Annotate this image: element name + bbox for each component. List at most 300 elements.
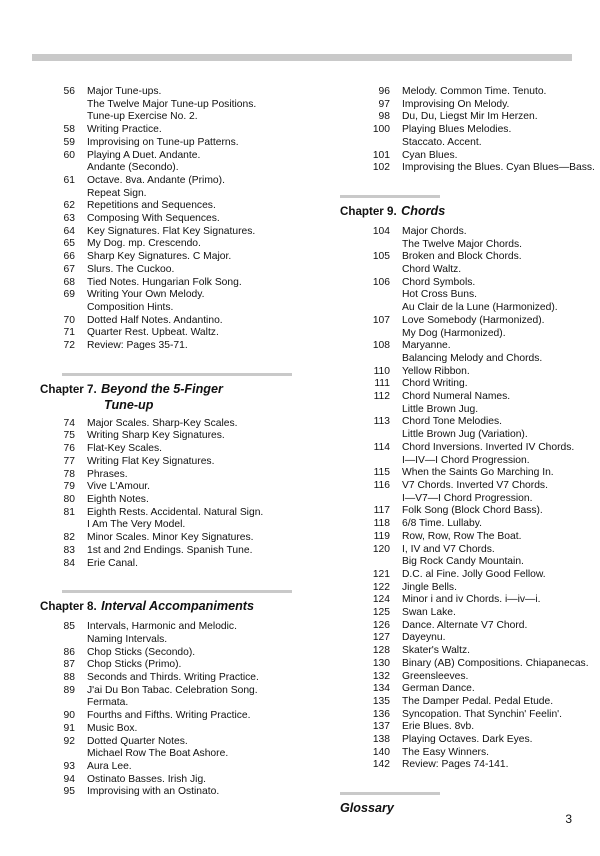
toc-entry-text: Writing Sharp Key Signatures. <box>87 430 225 442</box>
toc-page-number <box>340 137 402 150</box>
toc-entry <box>40 277 310 290</box>
toc-entry-text: Fourths and Fifths. Writing Practice. <box>87 710 251 722</box>
toc-entry-text: Vive L'Amour. <box>87 481 151 493</box>
toc-entry <box>40 545 310 558</box>
chapter-label: Chapter 7. <box>40 382 97 396</box>
toc-entry-text: Chord Inversions. Inverted IV Chords. <box>402 441 575 453</box>
toc-entry <box>340 162 595 175</box>
toc-entry <box>40 264 310 277</box>
toc-page-number: 58 <box>63 124 75 136</box>
toc-entry-text: Sharp Key Signatures. C Major. <box>87 251 232 263</box>
toc-page-number <box>340 455 402 468</box>
toc-entry-text: Maryanne. <box>402 340 451 352</box>
toc-entry-text: Cyan Blues. <box>402 149 458 161</box>
toc-entry-text: Intervals, Harmonic and Melodic. <box>87 621 237 633</box>
toc-page-number: 67 <box>63 263 75 275</box>
toc-page-number: 97 <box>378 98 390 110</box>
toc-entry-text: Tune-up Exercise No. 2. <box>87 111 198 123</box>
toc-entry-text: D.C. al Fine. Jolly Good Fellow. <box>402 568 546 580</box>
toc-entry-text: Chord Waltz. <box>402 264 462 276</box>
toc-entry-text: Slurs. The Cuckoo. <box>87 263 175 275</box>
chapter-title: Beyond the 5-Finger <box>101 381 223 396</box>
glossary-title: Glossary <box>340 801 394 816</box>
toc-entry-text: Writing Your Own Melody. <box>87 289 205 301</box>
toc-entry-text: Seconds and Thirds. Writing Practice. <box>87 672 259 684</box>
chapter-rule <box>62 373 292 376</box>
toc-entry <box>40 302 310 315</box>
toc-entry <box>40 481 310 494</box>
toc-entry-text: Improvising the Blues. Cyan Blues—Bass. <box>402 162 595 174</box>
toc-page-number: 107 <box>372 314 390 326</box>
toc-entry-text: Improvising with an Ostinato. <box>87 786 220 798</box>
toc-entry <box>40 226 310 239</box>
toc-page-number: 134 <box>372 683 390 695</box>
toc-entry-text: Yellow Ribbon. <box>402 365 470 377</box>
toc-entry <box>40 697 310 710</box>
toc-page-number: 100 <box>372 124 390 136</box>
toc-entry-text: Staccato. Accent. <box>402 136 482 148</box>
toc-entry-text: Melody. Common Time. Tenuto. <box>402 86 547 97</box>
toc-entry <box>340 111 590 124</box>
toc-entry-text: Dayeynu. <box>402 632 446 644</box>
page-number: 3 <box>565 812 572 826</box>
toc-page-number: 142 <box>372 759 390 771</box>
toc-page-number: 130 <box>372 657 390 669</box>
toc-entry <box>40 99 310 112</box>
toc-page-number: 124 <box>372 594 390 606</box>
toc-entry-text: Tied Notes. Hungarian Folk Song. <box>87 276 242 288</box>
toc-page-number: 86 <box>63 646 75 658</box>
toc-page-number: 60 <box>63 149 75 161</box>
toc-entry <box>340 302 590 315</box>
toc-entry <box>340 99 590 112</box>
toc-entry-text: Music Box. <box>87 722 138 734</box>
toc-page-number: 120 <box>372 543 390 555</box>
toc-entry <box>40 532 310 545</box>
toc-entry-text: Review: Pages 35-71. <box>87 340 188 352</box>
toc-page-number <box>340 289 402 302</box>
toc-entry <box>40 124 310 137</box>
toc-entry <box>340 747 590 760</box>
toc-entry-text: Chord Writing. <box>402 378 468 390</box>
toc-entry <box>340 544 590 557</box>
toc-entry-text: Chord Tone Melodies. <box>402 416 502 428</box>
toc-page-number: 79 <box>63 481 75 493</box>
toc-entry <box>340 569 590 582</box>
chapter-label: Chapter 9. <box>340 204 397 218</box>
toc-page-number <box>40 188 87 201</box>
toc-entry-text: Major Scales. Sharp-Key Scales. <box>87 417 238 429</box>
toc-entry <box>340 480 590 493</box>
chapter-heading <box>40 590 310 615</box>
toc-page-number: 132 <box>372 670 390 682</box>
toc-entry-text: My Dog (Harmonized). <box>402 327 506 339</box>
toc-page-number: 111 <box>374 378 390 390</box>
chapter-heading <box>340 195 590 220</box>
glossary-heading <box>340 792 590 817</box>
toc-entry-text: Swan Lake. <box>402 607 456 619</box>
toc-page-number: 69 <box>63 289 75 301</box>
toc-entry-text: J'ai Du Bon Tabac. Celebration Song. <box>87 684 258 696</box>
toc-entry <box>340 505 590 518</box>
toc-page-number: 93 <box>63 760 75 772</box>
toc-page-number: 136 <box>372 708 390 720</box>
toc-entry <box>40 519 310 532</box>
toc-entry-text: My Dog. mp. Crescendo. <box>87 238 201 250</box>
toc-page-number: 98 <box>378 111 390 123</box>
toc-page-number: 108 <box>372 340 390 352</box>
toc-entry-text: When the Saints Go Marching In. <box>402 467 554 479</box>
toc-entry <box>340 632 590 645</box>
toc-entry-text: Playing Blues Melodies. <box>402 124 512 136</box>
toc-entry-text: Greensleeves. <box>402 670 469 682</box>
toc-page-number: 104 <box>372 225 390 237</box>
toc-entry-text: Eighth Rests. Accidental. Natural Sign. <box>87 506 264 518</box>
toc-entry <box>40 456 310 469</box>
toc-entry-text: Key Signatures. Flat Key Signatures. <box>87 225 256 237</box>
toc-entry-text: German Dance. <box>402 683 475 695</box>
toc-page-number: 96 <box>378 86 390 97</box>
toc-entry-text: Chop Sticks (Secondo). <box>87 646 196 658</box>
toc-entry <box>40 748 310 761</box>
toc-entry-text: Repeat Sign. <box>87 187 147 199</box>
toc-page-number <box>340 556 402 569</box>
toc-page-number: 74 <box>63 417 75 429</box>
toc-page-number: 70 <box>63 314 75 326</box>
toc-entry-text: Little Brown Jug (Variation). <box>402 429 528 441</box>
toc-page-number <box>340 328 402 341</box>
toc-page-number: 80 <box>63 493 75 505</box>
toc-entry-text: Row, Row, Row The Boat. <box>402 530 522 542</box>
toc-entry <box>340 734 590 747</box>
toc-page-number: 88 <box>63 672 75 684</box>
toc-page-number: 91 <box>63 722 75 734</box>
toc-right-column <box>340 86 595 823</box>
toc-entry <box>40 162 310 175</box>
toc-entry-text: I—IV—I Chord Progression. <box>402 454 530 466</box>
toc-page-number: 76 <box>63 443 75 455</box>
toc-entry-text: Du, Du, Liegst Mir Im Herzen. <box>402 111 538 123</box>
toc-page-number: 140 <box>372 746 390 758</box>
toc-entry-text: Ostinato Basses. Irish Jig. <box>87 773 207 785</box>
toc-entry <box>340 353 590 366</box>
toc-entry <box>340 137 590 150</box>
toc-entry-text: Chord Symbols. <box>402 276 476 288</box>
toc-page-number <box>340 493 402 506</box>
toc-entry <box>40 251 310 264</box>
toc-page-number: 68 <box>63 276 75 288</box>
toc-entry <box>40 621 310 634</box>
toc-page-number: 83 <box>63 544 75 556</box>
toc-entry <box>40 327 310 340</box>
toc-page-number: 128 <box>372 645 390 657</box>
toc-entry-text: 1st and 2nd Endings. Spanish Tune. <box>87 544 253 556</box>
toc-entry <box>40 736 310 749</box>
toc-entry <box>40 111 310 124</box>
chapter-title: Chords <box>401 203 446 218</box>
toc-page-number: 65 <box>63 238 75 250</box>
toc-entry-text: 6/8 Time. Lullaby. <box>402 518 482 530</box>
toc-entry <box>40 507 310 520</box>
toc-entry-text: Major Chords. <box>402 225 467 237</box>
toc-entry <box>340 391 590 404</box>
toc-entry <box>40 418 310 431</box>
toc-page-number <box>340 429 402 442</box>
chapter-rule <box>340 792 440 795</box>
toc-page-number: 119 <box>373 530 390 542</box>
toc-entry <box>40 430 310 443</box>
toc-entry <box>340 556 590 569</box>
toc-entry <box>40 710 310 723</box>
toc-entry <box>40 647 310 660</box>
toc-entry <box>340 683 590 696</box>
toc-page-number: 121 <box>372 568 390 580</box>
toc-page-number: 101 <box>372 149 390 161</box>
toc-entry <box>340 124 590 137</box>
toc-entry <box>340 696 590 709</box>
toc-entry <box>340 518 590 531</box>
toc-entry-text: Flat-Key Scales. <box>87 443 162 455</box>
toc-entry-text: Aura Lee. <box>87 760 132 772</box>
toc-entry-text: Fermata. <box>87 697 129 709</box>
toc-entry-text: Little Brown Jug. <box>402 403 479 415</box>
toc-page-number <box>40 111 87 124</box>
chapter-title-line2: Tune-up <box>104 397 154 412</box>
toc-entry-text: Erie Canal. <box>87 557 138 569</box>
toc-entry-text: Skater's Waltz. <box>402 645 470 657</box>
toc-page-number: 127 <box>372 632 390 644</box>
toc-entry <box>340 251 590 264</box>
toc-page-number: 64 <box>63 225 75 237</box>
toc-left-column <box>40 86 310 799</box>
toc-entry <box>340 442 590 455</box>
toc-page-number <box>40 697 87 710</box>
toc-entry <box>340 620 590 633</box>
toc-page-number: 138 <box>372 734 390 746</box>
toc-entry-text: Dotted Half Notes. Andantino. <box>87 314 223 326</box>
toc-entry <box>340 150 590 163</box>
toc-entry-text: Eighth Notes. <box>87 493 149 505</box>
chapter-rule <box>62 590 292 593</box>
toc-page-number: 112 <box>373 391 390 403</box>
toc-page-number <box>340 239 402 252</box>
toc-entry <box>40 469 310 482</box>
toc-entry <box>340 226 590 239</box>
toc-entry <box>40 315 310 328</box>
toc-entry <box>40 786 310 799</box>
toc-page-number: 81 <box>63 506 75 518</box>
toc-page-number: 116 <box>373 479 390 491</box>
toc-page-number: 72 <box>63 340 75 352</box>
toc-page-number <box>40 748 87 761</box>
toc-entry-text: Chord Numeral Names. <box>402 391 511 403</box>
toc-entry <box>40 200 310 213</box>
toc-page-number: 89 <box>63 684 75 696</box>
toc-entry <box>40 150 310 163</box>
toc-entry-text: Big Rock Candy Mountain. <box>402 556 524 568</box>
toc-entry-text: V7 Chords. Inverted V7 Chords. <box>402 479 548 491</box>
toc-page-number: 94 <box>63 773 75 785</box>
toc-entry <box>340 531 590 544</box>
toc-page-number <box>40 634 87 647</box>
toc-entry <box>340 721 590 734</box>
toc-page-number: 102 <box>372 162 390 174</box>
toc-entry <box>340 455 590 468</box>
toc-entry-text: Quarter Rest. Upbeat. Waltz. <box>87 327 219 339</box>
toc-entry <box>40 443 310 456</box>
toc-page-number: 87 <box>63 659 75 671</box>
toc-entry-text: The Twelve Major Chords. <box>402 238 522 250</box>
toc-entry <box>340 493 590 506</box>
toc-entry <box>40 238 310 251</box>
toc-entry <box>340 607 590 620</box>
toc-entry-text: Phrases. <box>87 468 128 480</box>
toc-entry <box>40 289 310 302</box>
toc-page-number: 126 <box>372 619 390 631</box>
toc-page-number: 82 <box>63 532 75 544</box>
toc-page-number: 56 <box>63 86 75 97</box>
toc-entry <box>340 467 590 480</box>
toc-entry-text: I Am The Very Model. <box>87 519 186 531</box>
toc-entry <box>340 378 590 391</box>
toc-entry <box>340 277 590 290</box>
toc-entry <box>340 429 590 442</box>
toc-page-number <box>340 404 402 417</box>
toc-page-number: 113 <box>373 416 390 428</box>
toc-page-number <box>40 519 87 532</box>
toc-page-number <box>340 353 402 366</box>
toc-entry-text: Love Somebody (Harmonized). <box>402 314 545 326</box>
toc-page-number: 66 <box>63 251 75 263</box>
toc-entry <box>340 328 590 341</box>
toc-entry-text: Writing Practice. <box>87 124 162 136</box>
toc-entry-text: Minor i and iv Chords. i—iv—i. <box>402 594 541 606</box>
toc-entry-text: Repetitions and Sequences. <box>87 200 216 212</box>
toc-entry-text: Major Tune-ups. <box>87 86 162 97</box>
toc-page-number: 137 <box>372 721 390 733</box>
toc-page-number: 125 <box>372 607 390 619</box>
toc-page-number <box>340 302 402 315</box>
toc-page-number: 117 <box>373 505 390 517</box>
toc-page-number: 90 <box>63 710 75 722</box>
toc-page-number: 75 <box>63 430 75 442</box>
toc-entry-text: Playing Octaves. Dark Eyes. <box>402 734 533 746</box>
toc-page-number: 114 <box>373 441 390 453</box>
toc-page-number: 110 <box>373 365 390 377</box>
toc-page-number <box>40 99 87 112</box>
toc-entry-text: Improvising On Melody. <box>402 98 510 110</box>
toc-entry-text: Writing Flat Key Signatures. <box>87 455 215 467</box>
toc-page-number <box>40 162 87 175</box>
toc-page-number: 106 <box>372 276 390 288</box>
toc-entry <box>40 558 310 571</box>
toc-page-number: 63 <box>63 213 75 225</box>
toc-entry <box>340 86 590 99</box>
toc-page-number: 115 <box>373 467 390 479</box>
toc-page-number: 92 <box>63 735 75 747</box>
toc-page-number: 95 <box>63 786 75 798</box>
toc-entry-text: Dance. Alternate V7 Chord. <box>402 619 528 631</box>
toc-entry-text: Syncopation. That Synchin' Feelin'. <box>402 708 563 720</box>
toc-entry <box>40 340 310 353</box>
toc-entry <box>340 315 590 328</box>
toc-entry-text: Review: Pages 74-141. <box>402 759 509 771</box>
toc-entry-text: I, IV and V7 Chords. <box>402 543 495 555</box>
chapter-title: Interval Accompaniments <box>101 599 254 614</box>
toc-page-number: 135 <box>372 695 390 707</box>
toc-page-number: 59 <box>63 136 75 148</box>
toc-entry <box>340 594 590 607</box>
toc-entry <box>340 582 590 595</box>
toc-entry <box>40 659 310 672</box>
toc-entry <box>40 188 310 201</box>
toc-entry-text: Minor Scales. Minor Key Signatures. <box>87 532 254 544</box>
toc-page-number: 71 <box>63 327 75 339</box>
toc-entry <box>340 658 590 671</box>
toc-entry <box>340 759 590 772</box>
toc-page-number: 84 <box>63 557 75 569</box>
toc-entry <box>40 634 310 647</box>
toc-entry-text: Playing A Duet. Andante. <box>87 149 201 161</box>
toc-entry-text: Composing With Sequences. <box>87 213 220 225</box>
toc-entry <box>340 416 590 429</box>
toc-entry <box>40 494 310 507</box>
toc-entry-text: Jingle Bells. <box>402 581 457 593</box>
toc-entry <box>340 366 590 379</box>
chapter-label: Chapter 8. <box>40 600 97 614</box>
toc-entry-text: Naming Intervals. <box>87 633 168 645</box>
toc-entry <box>40 213 310 226</box>
toc-entry-text: Octave. 8va. Andante (Primo). <box>87 174 225 186</box>
toc-page-number: 77 <box>63 455 75 467</box>
chapter-heading <box>40 373 310 412</box>
toc-page-number: 62 <box>63 200 75 212</box>
chapter-rule <box>340 195 440 198</box>
toc-page-number: 61 <box>63 174 75 186</box>
toc-entry <box>340 264 590 277</box>
toc-entry <box>40 685 310 698</box>
toc-entry-text: Broken and Block Chords. <box>402 251 522 263</box>
toc-entry-text: Balancing Melody and Chords. <box>402 352 543 364</box>
toc-entry-text: Erie Blues. 8vb. <box>402 721 475 733</box>
toc-entry-text: Binary (AB) Compositions. Chiapanecas. <box>402 657 589 669</box>
toc-entry-text: The Damper Pedal. Pedal Etude. <box>402 695 554 707</box>
toc-page-number: 105 <box>372 251 390 263</box>
toc-entry <box>40 175 310 188</box>
toc-entry <box>40 672 310 685</box>
toc-entry <box>340 340 590 353</box>
toc-page-number: 118 <box>373 518 390 530</box>
toc-entry <box>40 774 310 787</box>
toc-entry <box>40 723 310 736</box>
toc-entry <box>40 761 310 774</box>
toc-entry-text: Composition Hints. <box>87 301 174 313</box>
toc-entry <box>340 645 590 658</box>
toc-entry-text: Au Clair de la Lune (Harmonized). <box>402 302 558 314</box>
toc-page-number <box>40 302 87 315</box>
toc-entry <box>40 137 310 150</box>
toc-entry-text: Chop Sticks (Primo). <box>87 659 182 671</box>
toc-page-number: 85 <box>63 621 75 633</box>
toc-entry <box>340 671 590 684</box>
toc-entry-text: Improvising on Tune-up Patterns. <box>87 136 239 148</box>
toc-entry <box>340 239 590 252</box>
toc-page-number: 78 <box>63 468 75 480</box>
toc-entry-text: The Twelve Major Tune-up Positions. <box>87 98 257 110</box>
toc-entry <box>340 289 590 302</box>
top-rule <box>32 54 572 61</box>
toc-entry <box>340 709 590 722</box>
